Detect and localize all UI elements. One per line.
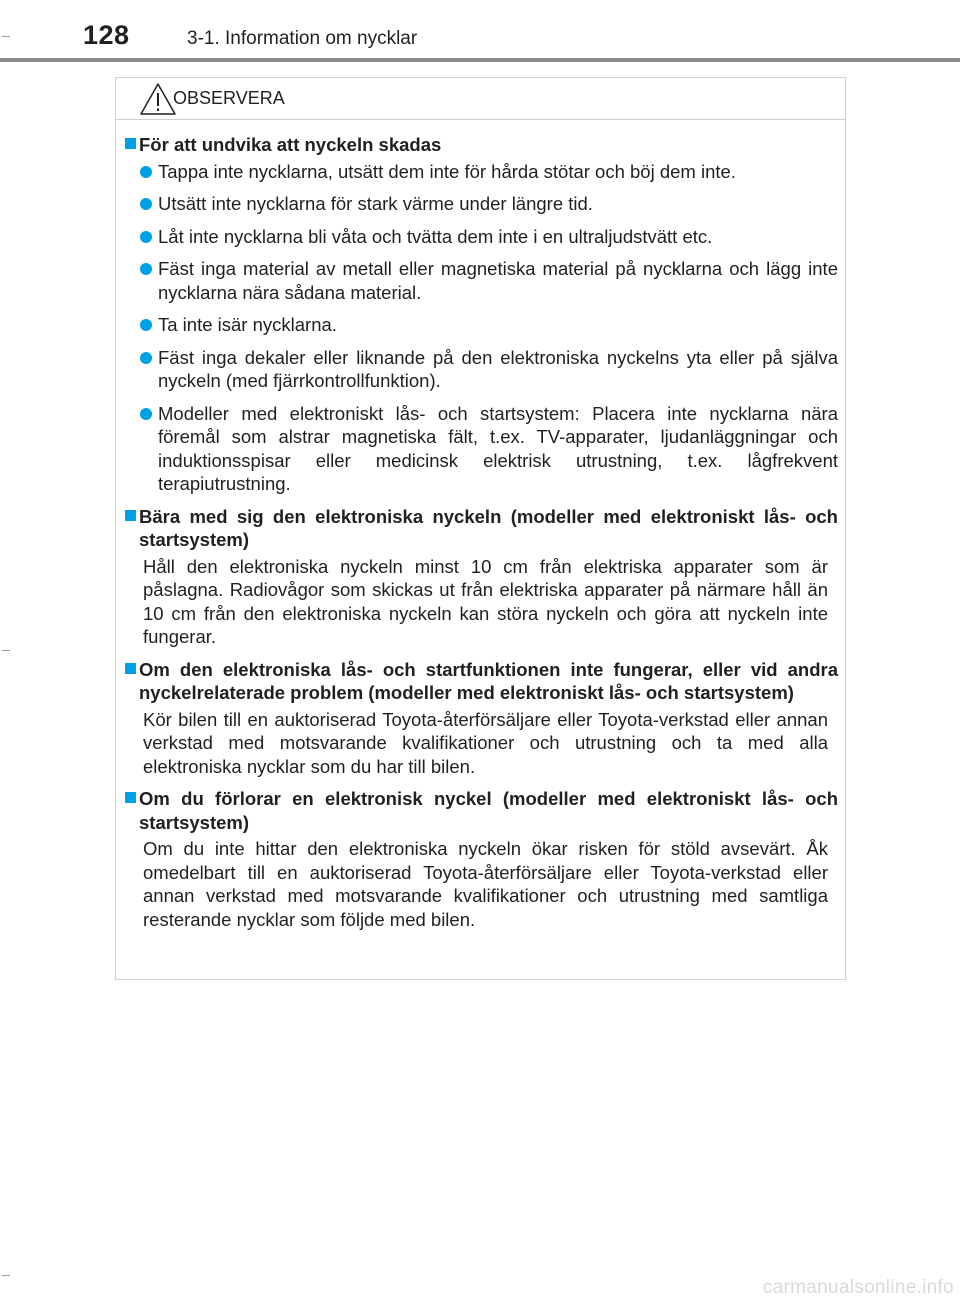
section-heading (115, 133, 838, 157)
section-heading (115, 787, 838, 834)
list-item (115, 313, 838, 337)
circle-bullet-icon (140, 352, 152, 364)
notice-header (116, 78, 845, 120)
circle-bullet-icon (140, 319, 152, 331)
square-bullet-icon (125, 138, 136, 149)
notice-section (115, 133, 838, 496)
page-number: 128 (83, 20, 130, 50)
list-item-text: Fäst inga dekaler eller liknande på den elektroniska nyckelns yta eller på själva nyckeln (med fjärrkontrollfunktion). (158, 346, 838, 391)
circle-bullet-icon (140, 166, 152, 178)
list-item (115, 225, 838, 249)
section-heading-text: Bära med sig den elektroniska nyckeln (modeller med elektroniskt lås- och startsystem) (139, 505, 838, 550)
section-heading-text: För att undvika att nyckeln skadas (139, 134, 442, 155)
list-item-text: Tappa inte nycklarna, utsätt dem inte för hårda stötar och böj dem inte. (158, 160, 736, 182)
list-item-text: Låt inte nycklarna bli våta och tvätta dem inte i en ultraljudstvätt etc. (158, 225, 713, 247)
list-item (115, 402, 838, 496)
section-heading (115, 505, 838, 552)
square-bullet-icon (125, 663, 136, 674)
circle-bullet-icon (140, 198, 152, 210)
notice-section (115, 787, 838, 931)
list-item-text: Utsätt inte nycklarna för stark värme under längre tid. (158, 193, 593, 214)
section-paragraph: Håll den elektroniska nyckeln minst 10 cm från elektriska apparater som är påslagna. Radiovågor som skickas ut från elektriska apparater på närmare håll än 10 cm från den elektroniska nyckeln kan störa nyckeln och göra att nyckeln inte fungerar. (143, 555, 828, 647)
square-bullet-icon (125, 792, 136, 803)
notice-section (115, 658, 838, 779)
section-paragraph: Om du inte hittar den elektroniska nyckeln ökar risken för stöld avsevärt. Åk omedelbart till en auktoriserad Toyota-återförsäljare eller Toyota-verkstad eller annan verkstad med motsvarande kvalifikationer och utrustning med samtliga resterande nycklar som följde med bilen. (143, 838, 828, 930)
circle-bullet-icon (140, 263, 152, 275)
list-item (115, 160, 838, 184)
crop-mark (2, 650, 10, 651)
list-item-text: Ta inte isär nycklarna. (158, 314, 337, 335)
crop-mark (2, 1275, 10, 1276)
list-item (115, 257, 838, 304)
list-item-text: Fäst inga material av metall eller magnetiska material på nycklarna och lägg inte nycklarna nära sådana material. (158, 258, 838, 303)
watermark: carmanualsonline.info (762, 1277, 954, 1298)
circle-bullet-icon (140, 231, 152, 243)
crop-mark (2, 36, 10, 37)
warning-triangle-icon (139, 82, 177, 116)
notice-content (115, 133, 838, 940)
list-item (115, 346, 838, 393)
header-rule (0, 58, 960, 62)
notice-title: OBSERVERA (173, 88, 285, 108)
section-title: 3-1. Information om nycklar (187, 28, 418, 49)
section-heading-text: Om du förlorar en elektronisk nyckel (modeller med elektroniskt lås- och startsystem) (139, 788, 838, 833)
section-heading-text: Om den elektroniska lås- och startfunktionen inte fungerar, eller vid andra nyckelrelaterade problem (modeller med elektroniskt lås- och startsystem) (139, 658, 838, 703)
page-header (0, 0, 960, 62)
list-item-text: Modeller med elektroniskt lås- och startsystem: Placera inte nycklarna nära föremål som alstrar magnetiska fält, t.ex. TV-apparater, ljudanläggningar och induktionsspisar eller medicinsk elektrisk utrustning, t.ex. lågfrekvent terapiutrustning. (158, 402, 838, 494)
list-item (115, 192, 838, 216)
circle-bullet-icon (140, 408, 152, 420)
notice-section (115, 505, 838, 649)
section-heading (115, 658, 838, 705)
square-bullet-icon (125, 510, 136, 521)
section-paragraph: Kör bilen till en auktoriserad Toyota-återförsäljare eller Toyota-verkstad eller annan verkstad med motsvarande kvalifikationer och utrustning och ta med alla elektroniska nycklar som du har till bilen. (143, 708, 828, 777)
